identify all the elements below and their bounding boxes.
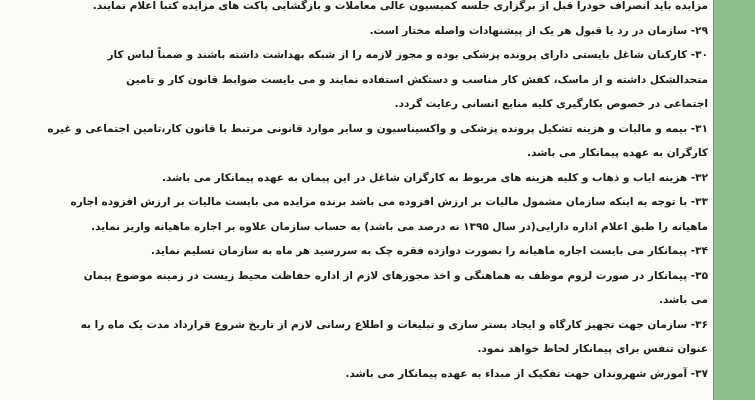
clause-28-tail: [28, 0, 708, 19]
clause-line: ۳۴- پیمانکار می بایست اجاره ماهیانه را بصورت دوازده فقره چک به سررسید هر ماه به سازمان تسلیم نماید.: [150, 245, 708, 257]
clause-line: کارگران به عهده پیمانکار می باشد.: [527, 147, 708, 159]
side-binding-strip: [713, 0, 755, 400]
clause-line: می باشد.: [658, 294, 708, 306]
clause-line: ۳۱- بیمه و مالیات و هزینه تشکیل پرونده پزشکی و واکسیناسیون و سایر موارد قانونی مرتبط با قانون کار،تامین اجتماعی و غیره: [47, 122, 708, 135]
clause-line: ۳۷- آموزش شهروندان جهت تفکیک از مبداء به عهده پیمانکار می باشد.: [345, 367, 708, 380]
clause-33: [28, 190, 708, 239]
clause-line: مزایده باید انصراف خودرا قبل از برگزاری جلسه کمیسیون عالی معاملات و بازگشایی پاکت های مزایده کتبا اعلام نمایند.: [92, 0, 708, 12]
clause-line: ماهیانه را طبق اعلام اداره دارایی(در سال ۱۳۹۵ نه درصد می باشد) به حساب سازمان علاوه بر اجاره ماهیانه واریز نماید.: [91, 220, 708, 233]
clause-32: [28, 166, 708, 191]
clause-line: ۳۰- کارکنان شاغل بایستی دارای پرونده پزشکی بوده و مجوز لازمه را از شبکه بهداشت داشته باشند و ضمناً لباس کار: [107, 49, 708, 61]
clause-35: [28, 264, 708, 313]
clause-line: عنوان تنفس برای پیمانکار لحاظ خواهد نمود.: [477, 343, 708, 355]
clause-line: ۳۲- هزینه ایاب و ذهاب و کلیه هزینه های مربوط به کارگران شاغل در این پیمان به عهده پیمانکار می باشد.: [161, 171, 708, 184]
clause-30: [28, 43, 708, 117]
clause-29: [28, 19, 708, 44]
clause-line: ۳۳- با توجه به اینکه سازمان مشمول مالیات بر ارزش افزوده می باشد برنده مزایده می بایست مالیات بر ارزش افزوده اجاره: [70, 196, 708, 208]
document-body: [28, 0, 708, 386]
clause-37: [28, 362, 708, 387]
clause-line: اجتماعی در خصوص بکارگیری کلیه منابع انسانی رعایت گردد.: [394, 98, 708, 110]
clause-31: [28, 117, 708, 166]
clause-36: [28, 313, 708, 362]
clause-line: ۳۵- پیمانکار در صورت لزوم موظف به هماهنگی و اخذ مجوزهای لازم از اداره حفاظت محیط زیست در زمینه موضوع پیمان: [83, 269, 708, 282]
clause-34: [28, 239, 708, 264]
clause-line: متحدالشکل داشته و از ماسک، کفش کار مناسب و دستکش استفاده نمایند و می بایست ضوابط قانون کار و تامین: [126, 73, 708, 86]
clause-line: ۲۹- سازمان در رد یا قبول هر یک از پیشنهادات واصله مختار است.: [369, 24, 708, 37]
clause-line: ۳۶- سازمان جهت تجهیز کارگاه و ایجاد بستر سازی و تبلیغات و اطلاع رسانی لازم از تاریخ شروع قرارداد مدت یک ماه را به: [80, 318, 708, 331]
